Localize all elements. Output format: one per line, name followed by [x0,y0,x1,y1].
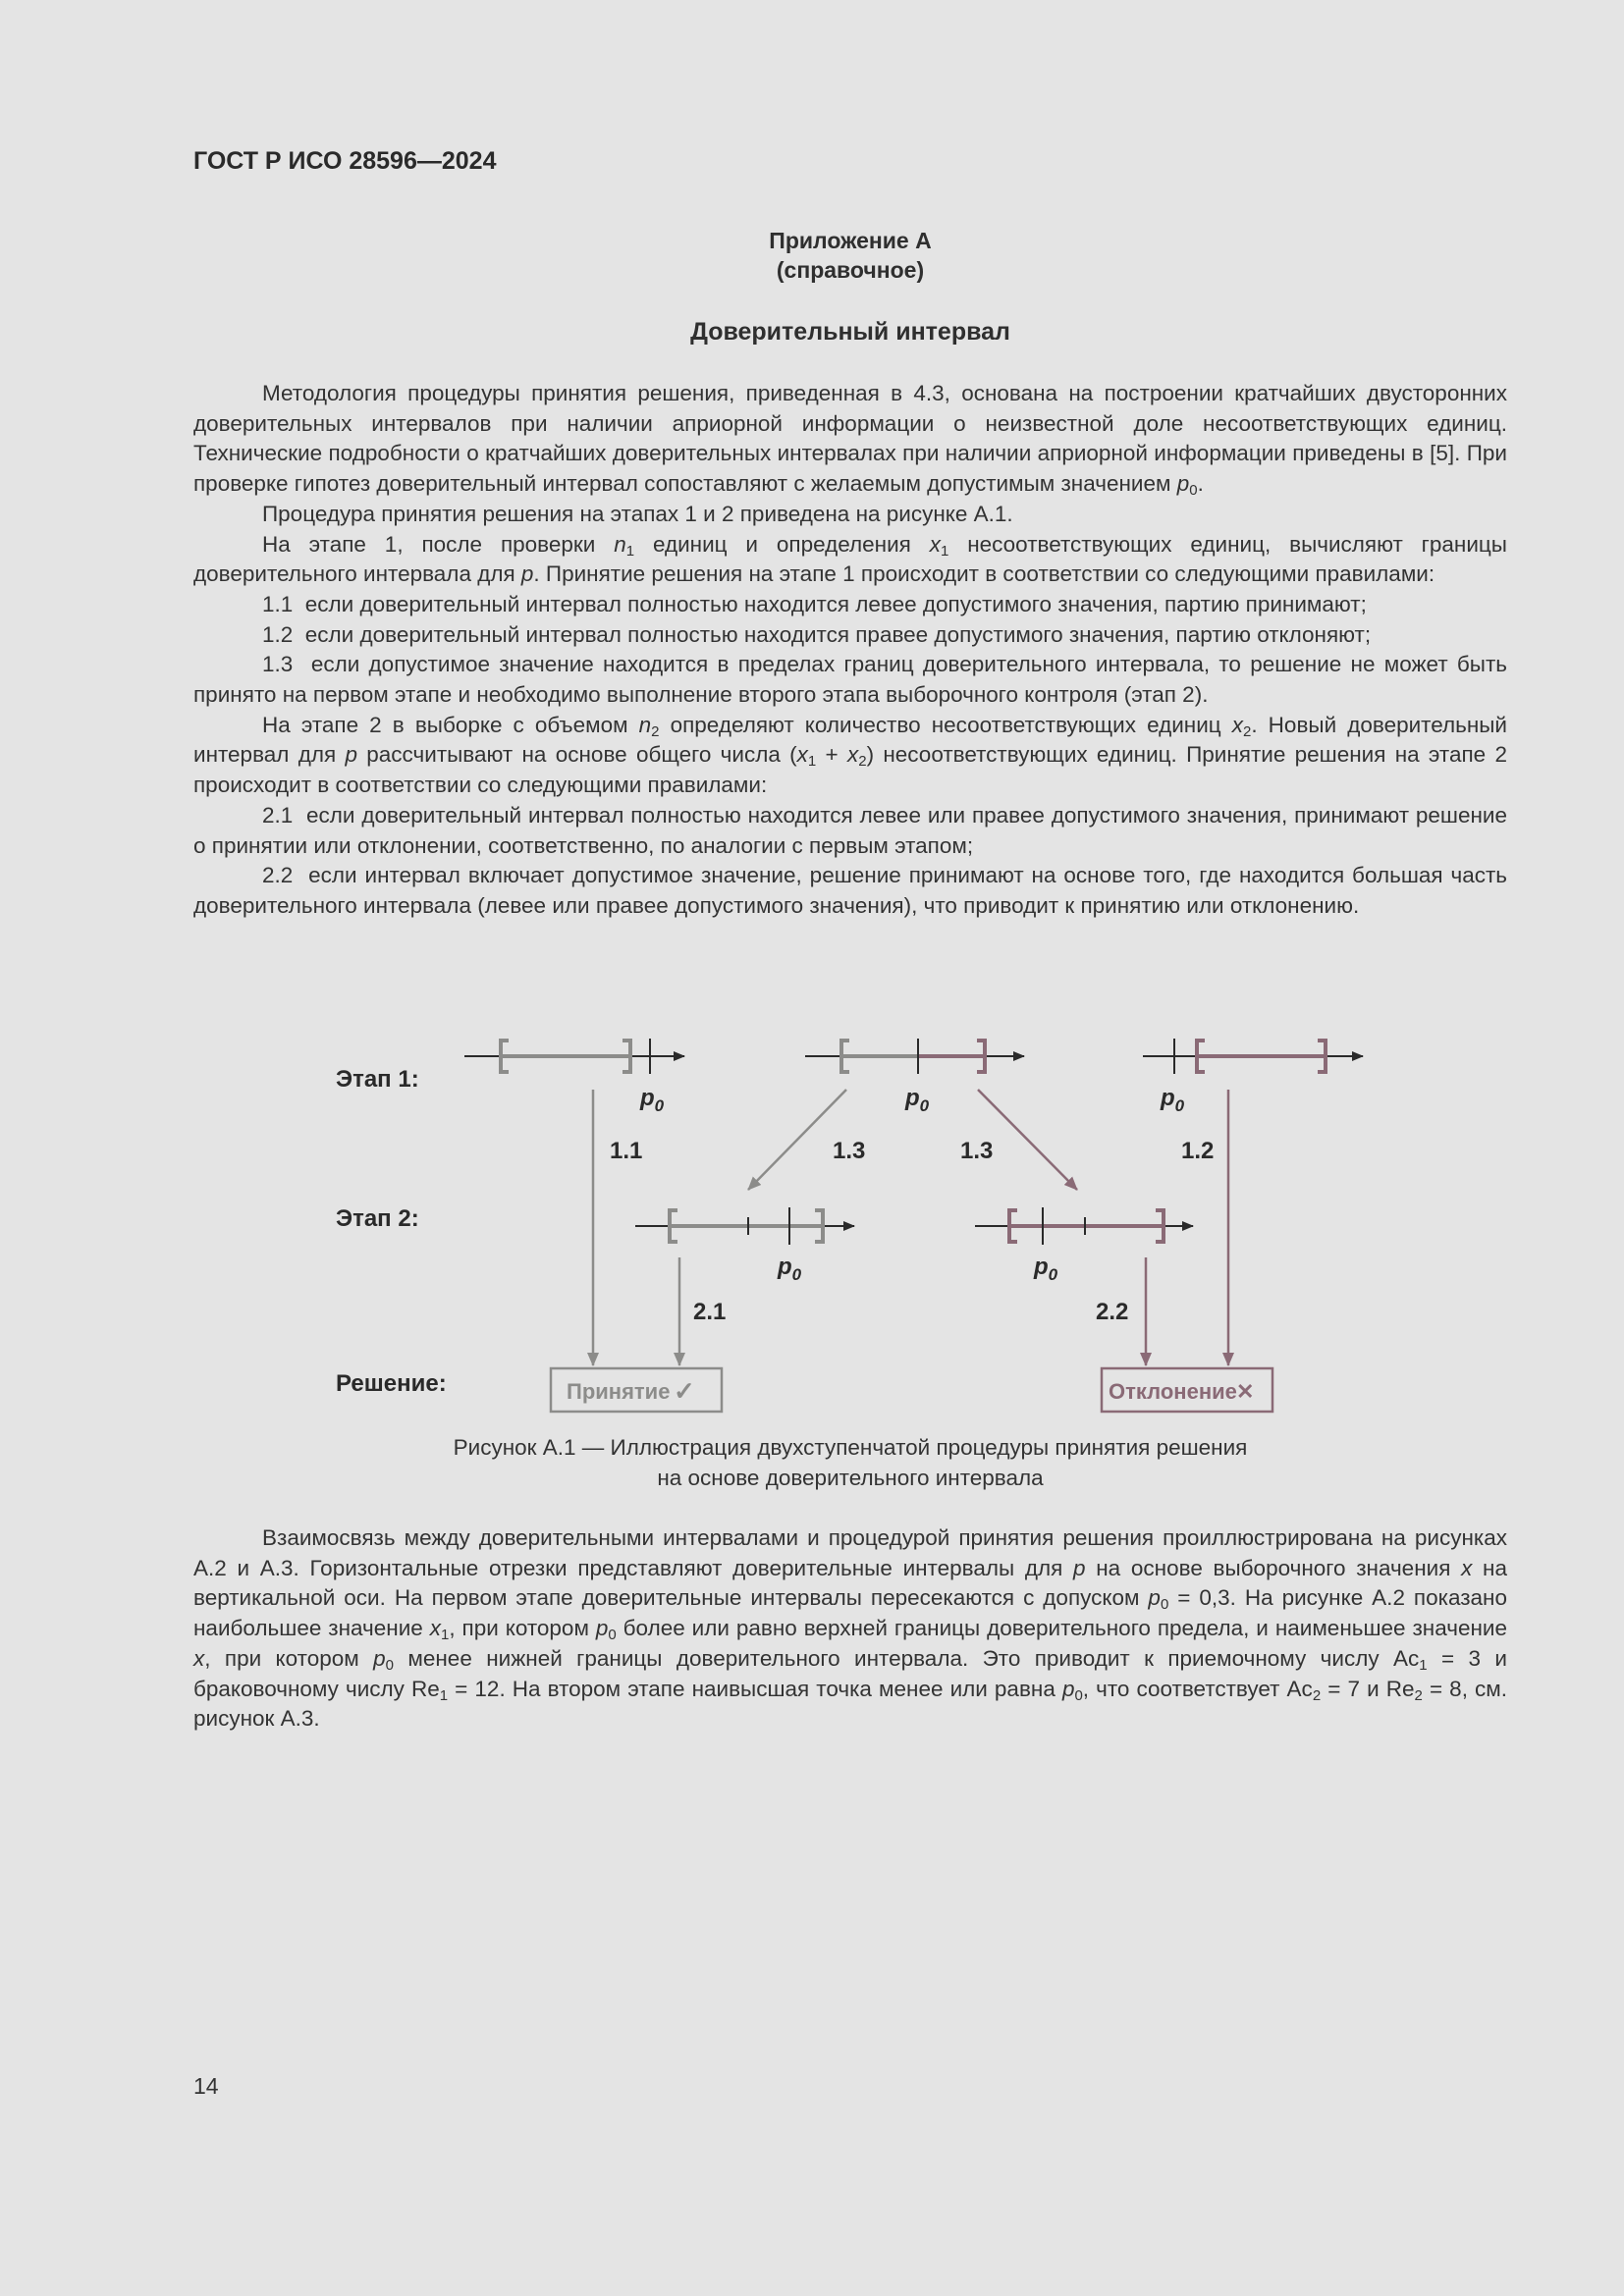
paragraph: 1.3 если допустимое значение находится в пределах границ доверительного интервала, то решение не может быть принято на первом этапе и необходимо выполнение второго этапа выборочного контроля (этап 2). [193,652,1507,708]
decision-label: Решение: [336,1370,447,1397]
paragraph: Процедура принятия решения на этапах 1 и 2 приведена на рисунке А.1. [262,501,1013,526]
reject-box [1102,1368,1272,1412]
stage1-interval-reject [1143,1039,1363,1115]
reject-label: Отклонение [1109,1379,1237,1404]
svg-text:p0: $p_0$ [1161,1085,1185,1115]
checkmark-icon: ✓ [674,1376,695,1406]
label-2-1: 2.1 [693,1299,727,1325]
accept-box [551,1368,722,1412]
svg-text:p0: $p_0$ [640,1085,665,1115]
paragraph: 1.1 если доверительный интервал полностью находится левее допустимого значения, партию принимают; [262,591,1367,616]
caption-line-2: на основе доверительного интервала [657,1465,1044,1490]
stage2-interval-accept [635,1207,854,1284]
label-2-2: 2.2 [1096,1299,1129,1325]
label-1-3-left: 1.3 [833,1138,866,1164]
document-code: ГОСТ Р ИСО 28596—2024 [193,147,497,175]
stage2-interval-reject [975,1207,1193,1284]
label-1-2: 1.2 [1181,1138,1215,1164]
svg-text:p0: $p_0$ [778,1254,802,1284]
svg-text:p0: $p_0$ [905,1085,930,1115]
paragraph: На этапе 2 в выборке с объемом $n_2$ определяют количество несоответствующих единиц $x_2$. Новый доверительный интервал для p рассчитывают на основе общего числа $(x_1 + x_2)$ несоответствующих единиц. Принятие решения на этапе 2 происходит в соответствии со следующими правилами: [193,712,1507,798]
paragraph: Методология процедуры принятия решения, приведенная в 4.3, основана на построении кратчайших двусторонних доверительных интервалов при наличии априорной информации о неизвестной доле несоответствующих единиц. Технические подробности о кратчайших доверительных интервалах при наличии априорной информации приведены в [5]. При проверке гипотез доверительный интервал сопоставляют с желаемым допустимым значением $p_0$. [193,381,1507,500]
accept-label: Принятие [567,1379,671,1404]
stage1-label: Этап 1: [336,1066,419,1093]
paragraph: На этапе 1, после проверки $n_1$ единиц и определения $x_1$ несоответствующих единиц, вычисляют границы доверительного интервала для p. Принятие решения на этапе 1 происходит в соответствии со следующими правилами: [193,531,1507,587]
paragraph: 1.2 если доверительный интервал полностью находится правее допустимого значения, партию отклоняют; [262,621,1372,647]
bottom-text [193,1523,1507,1735]
stage2-label: Этап 2: [336,1205,419,1232]
appendix-kind: (справочное) [776,257,925,283]
paragraph: 2.2 если интервал включает допустимое значение, решение принимают на основе того, где находится большая часть доверительного интервала (левее или правее допустимого значения), что приводит к принятию или отклонению. [193,863,1507,918]
cross-icon: ✕ [1236,1379,1255,1404]
paragraph: Взаимосвязь между доверительными интервалами и процедурой принятия решения проиллюстрирована на рисунках А.2 и А.3. Горизонтальные отрезки представляют доверительные интервалы для p на основе выборочного значения x на вертикальной оси. На первом этапе доверительные интервалы пересекаются с допуском $p_0 = 0,3$. На рисунке А.2 показано наибольшее значение $x_1$, при котором $p_0$ более или равно верхней границы доверительного предела, и наименьшее значение x, при котором $p_0$ менее нижней границы доверительного интервала. Это приводит к приемочному числу $Ac_1 = 3$ и браковочному числу $Re_1 = 12$. На втором этапе наивысшая точка менее или равна $p_0$, что соответствует $Ac_2 = 7$ и $Re_2 = 8$, см. рисунок А.3. [193,1525,1508,1732]
stage1-interval-accept [464,1039,684,1115]
figure-caption [193,1433,1507,1493]
label-1-3-right: 1.3 [960,1138,994,1164]
appendix-title: Доверительный интервал [690,318,1010,346]
appendix-label: Приложение А [769,228,932,253]
arrow-1-3-left [748,1090,846,1190]
svg-text:p0: $p_0$ [1034,1254,1058,1284]
page-number: 14 [193,2073,219,2099]
caption-line-1: Рисунок А.1 — Иллюстрация двухступенчатой процедуры принятия решения [453,1435,1248,1460]
paragraph: 2.1 если доверительный интервал полностью находится левее или правее допустимого значения, принимают решение о принятии или отклонении, соответственно, по аналогии с первым этапом; [193,802,1507,858]
label-1-1: 1.1 [610,1138,643,1164]
